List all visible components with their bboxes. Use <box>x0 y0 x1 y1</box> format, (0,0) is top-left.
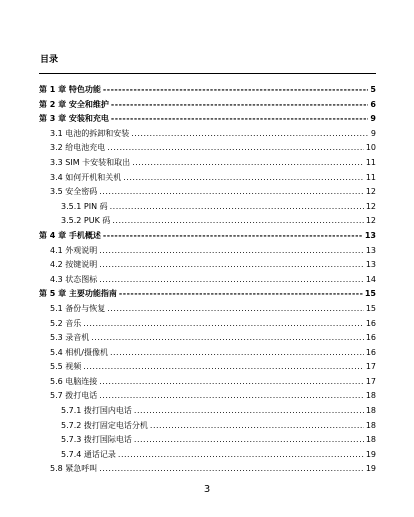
toc-entry[interactable] <box>39 156 376 171</box>
toc-entry[interactable] <box>39 433 376 448</box>
toc-entry-page: 9 <box>370 128 376 138</box>
toc-title: 目录 <box>40 55 59 65</box>
toc-entry-page: 12 <box>365 187 376 197</box>
leader-dots <box>110 346 364 361</box>
toc-entry-label: 4.1 外观说明 <box>50 245 98 255</box>
toc-entry-label: 5.4 相机/摄像机 <box>50 347 108 357</box>
leader-dots <box>99 258 364 273</box>
leader-dots <box>83 317 364 332</box>
toc-entry-label: 5.1 备份与恢复 <box>50 303 106 313</box>
toc-entry-page: 11 <box>365 172 376 182</box>
toc-entry[interactable] <box>39 127 376 142</box>
toc-entry-page: 15 <box>364 289 376 299</box>
leader-dots <box>99 462 364 477</box>
toc-entry[interactable] <box>39 346 376 361</box>
toc-entry[interactable] <box>39 389 376 404</box>
toc-entry[interactable] <box>39 287 376 302</box>
toc-entry[interactable] <box>39 360 376 375</box>
toc-entry[interactable] <box>39 273 376 288</box>
toc-entry[interactable] <box>39 244 376 259</box>
toc-entry-page: 18 <box>365 420 376 430</box>
toc-entry[interactable] <box>39 200 376 215</box>
leader-dots <box>99 185 364 200</box>
toc-entry[interactable] <box>39 258 376 273</box>
toc-entry-label: 5.7.4 通话记录 <box>61 449 116 459</box>
toc-entry-label: 4.2 按键说明 <box>50 260 98 270</box>
toc-entry[interactable] <box>39 462 376 477</box>
toc-entry-page: 10 <box>365 143 376 153</box>
toc-entry-page: 18 <box>365 406 376 416</box>
toc-entry-page: 17 <box>365 362 376 372</box>
toc-entry[interactable] <box>39 419 376 434</box>
leader-dots <box>107 302 364 317</box>
toc-entry-label: 3.3 SIM 卡安装和取出 <box>50 157 131 167</box>
leader-dashes <box>103 83 369 98</box>
toc-entry-page: 6 <box>370 99 376 109</box>
toc-entry-label: 3.4 如何开机和关机 <box>50 172 122 182</box>
leader-dots <box>91 331 364 346</box>
toc-entry-page: 11 <box>365 157 376 167</box>
toc-entry-page: 19 <box>365 449 376 459</box>
toc-entry[interactable] <box>39 302 376 317</box>
toc-entry[interactable] <box>39 141 376 156</box>
leader-dots <box>99 244 364 259</box>
toc-entry-page: 13 <box>365 245 376 255</box>
leader-dots <box>107 141 364 156</box>
toc-entry[interactable] <box>39 171 376 186</box>
toc-entry-page: 16 <box>365 347 376 357</box>
toc-entry-page: 19 <box>365 464 376 474</box>
title-divider <box>39 73 376 74</box>
toc-entry-page: 18 <box>365 435 376 445</box>
toc-entry-label: 第 4 章 手机概述 <box>39 230 101 240</box>
toc-entry-label: 5.8 紧急呼叫 <box>50 464 98 474</box>
page-number: 3 <box>203 484 211 495</box>
toc-entry-label: 4.3 状态图标 <box>50 274 98 284</box>
toc-entry-label: 第 1 章 特色功能 <box>39 85 101 94</box>
leader-dashes <box>111 112 369 127</box>
toc-entry-label: 第 2 章 安全和维护 <box>39 99 109 109</box>
toc-entry-page: 17 <box>365 376 376 386</box>
toc-entry[interactable] <box>39 185 376 200</box>
toc-entry-label: 5.7.3 拨打国际电话 <box>61 435 132 445</box>
leader-dots <box>123 171 364 186</box>
leader-dots <box>83 360 364 375</box>
toc-entry-page: 15 <box>365 303 376 313</box>
toc-entry[interactable] <box>39 317 376 332</box>
toc-entry[interactable] <box>39 83 376 98</box>
toc-entry-label: 5.6 电脑连接 <box>50 376 98 386</box>
toc-entry-label: 第 5 章 主要功能指南 <box>39 289 117 299</box>
toc-entry[interactable] <box>39 214 376 229</box>
toc-entry-page: 5 <box>370 85 376 94</box>
toc-entry-label: 5.7.2 拨打固定电话分机 <box>61 420 148 430</box>
leader-dots <box>150 419 364 434</box>
toc-entry-label: 5.2 音乐 <box>50 318 82 328</box>
leader-dots <box>99 375 364 390</box>
toc-entry-label: 3.5 安全密码 <box>50 187 98 197</box>
toc-entry-label: 3.5.1 PIN 码 <box>61 201 108 211</box>
toc-entry[interactable] <box>39 331 376 346</box>
toc-entry[interactable] <box>39 375 376 390</box>
toc-entry[interactable] <box>39 448 376 463</box>
toc-entry-page: 16 <box>365 318 376 328</box>
leader-dots <box>99 273 364 288</box>
leader-dashes <box>111 98 369 113</box>
leader-dots <box>99 389 364 404</box>
toc-entry-label: 3.5.2 PUK 码 <box>61 216 111 226</box>
toc-entry-page: 12 <box>365 201 376 211</box>
leader-dashes <box>119 287 363 302</box>
leader-dots <box>131 127 369 142</box>
leader-dots <box>110 200 364 215</box>
toc-entry-label: 3.1 电池的拆卸和安装 <box>50 128 130 138</box>
toc-entry-label: 5.3 录音机 <box>50 333 90 343</box>
toc-entry[interactable] <box>39 112 376 127</box>
leader-dots <box>134 404 364 419</box>
toc-entry-page: 16 <box>365 333 376 343</box>
toc-entry-page: 13 <box>364 230 376 240</box>
toc-entry-label: 5.5 视频 <box>50 362 82 372</box>
leader-dots <box>118 448 364 463</box>
toc-entry[interactable] <box>39 98 376 113</box>
leader-dots <box>134 433 364 448</box>
toc-entry[interactable] <box>39 229 376 244</box>
toc-entry-label: 5.7.1 拨打国内电话 <box>61 406 132 416</box>
toc-entry-page: 13 <box>365 260 376 270</box>
toc-entry-page: 12 <box>365 216 376 226</box>
toc-entry-label: 5.7 拨打电话 <box>50 391 98 401</box>
toc-entry-page: 9 <box>370 114 376 124</box>
leader-dashes <box>103 229 363 244</box>
toc-entry-label: 第 3 章 安装和充电 <box>39 114 109 124</box>
table-of-contents <box>39 83 376 477</box>
leader-dots <box>112 214 363 229</box>
toc-entry-page: 18 <box>365 391 376 401</box>
toc-entry[interactable] <box>39 404 376 419</box>
leader-dots <box>132 156 364 171</box>
toc-entry-label: 3.2 给电池充电 <box>50 143 106 153</box>
toc-entry-page: 14 <box>365 274 376 284</box>
